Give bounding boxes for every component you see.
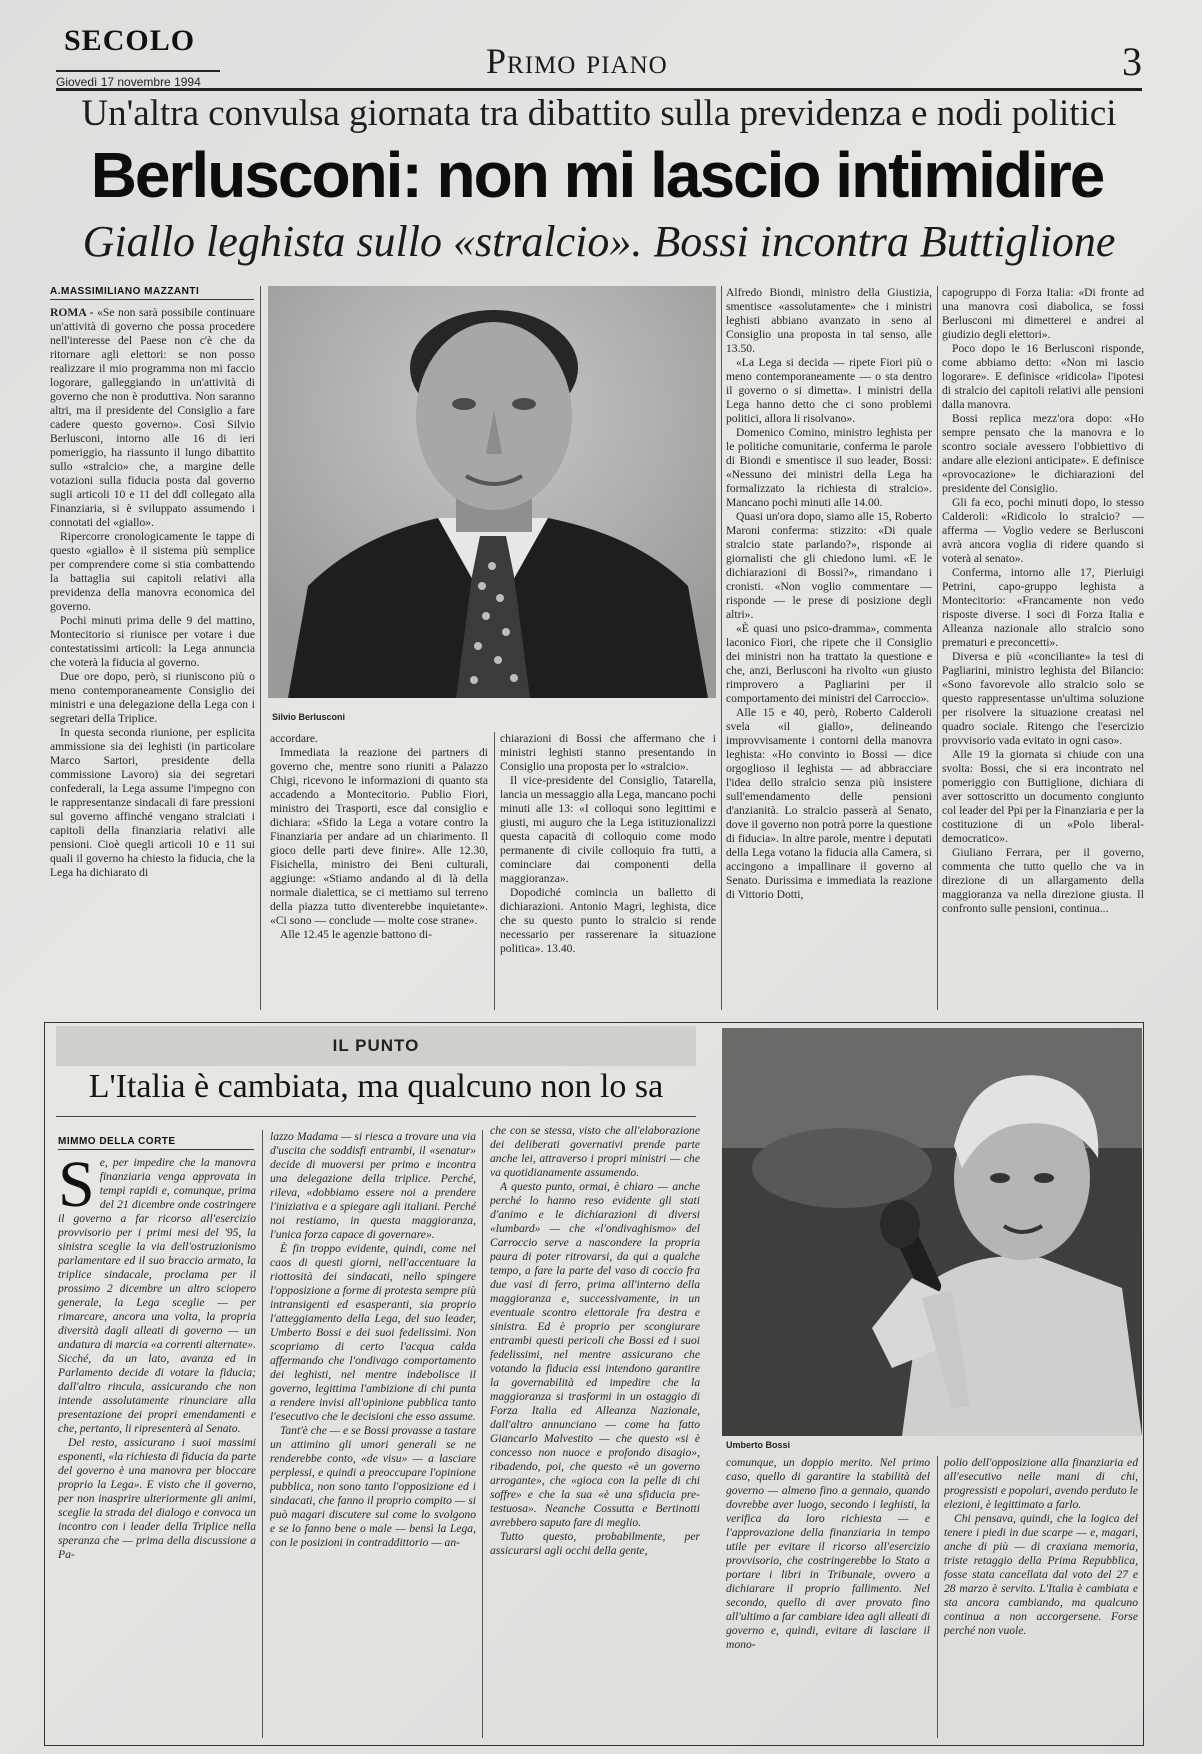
column-divider (260, 286, 261, 1010)
speaker-illustration (722, 1028, 1142, 1436)
article-paragraph: Alle 19 la giornata si chiude con una svolta: Bossi, che si era incontrato nel pomeriggio con Buttiglione, dichiara di aver sottoscritto un documento congiunto col leader del Ppi per la Finanziaria e per la costituzione di un «Polo liberal-democratico». (942, 748, 1144, 845)
article-paragraph: polio dell'opposizione alla finanziaria ed all'esecutivo nelle mani di chi, progressisti e popolari, avendo perduto le elezioni, è legittimato a farlo. (944, 1456, 1138, 1511)
column-divider (721, 286, 722, 1010)
issue-date: Giovedì 17 novembre 1994 (56, 70, 220, 89)
section-title: Primo piano (486, 41, 668, 81)
article-paragraph: Ripercorre cronologicamente le tappe di questo «giallo» è il sistema più semplice per comprendere come si stia combattendo la battaglia sui capitoli relativi alla previdenza della manovra economica del governo. (50, 530, 255, 613)
article-paragraph: Domenico Comino, ministro leghista per le politiche comunitarie, conferma le parole di Biondi e smentisce il suo leader, Bossi: «Nessuno dei ministri della Lega ha formalizzato la richiesta di stralcio». Mancano pochi minuti alle 14.00. (726, 426, 932, 509)
article-kicker: Un'altra convulsa giornata tra dibattito sulla previdenza e nodi politici (81, 93, 1117, 134)
il-punto-column-5 (944, 1456, 1138, 1738)
column-divider (494, 732, 495, 1010)
il-punto-title-rule (56, 1116, 696, 1117)
photo-umberto-bossi (722, 1028, 1142, 1436)
article-paragraph: Poco dopo le 16 Berlusconi risponde, come abbiamo detto: «Non mi lascio logorare». E definisce «ridicola» l'ipotesi di stralcio dei capitoli relativi alle pensioni dalla manovra. (942, 342, 1144, 411)
header-rule (56, 88, 1142, 91)
column-divider (937, 286, 938, 1010)
article-paragraph: Tutto questo, probabilmente, per assicurarsi agli occhi della gente, (490, 1530, 700, 1557)
article-paragraph: Immediata la reazione dei partners di governo che, mentre sono riuniti a Palazzo Chigi, ricevono le informazioni di quanto sta accadendo a Montecitorio. Publio Fiori, ministro dei Trasporti, esce dal consiglio e dichiara: «Sfido la Lega a votare contro la Finanziaria per andare ad un chiarimento. Il gioco delle parti deve finire». Alle 12.30, Fisichella, ministro dei Beni culturali, aggiunge: «Stiamo andando al di là della normale dialettica, se ci mettiamo sul terreno della piazza tutto diventerebbe inquietante». «Ci sono — conclude — molte cose strane». (270, 746, 488, 927)
column-divider (482, 1130, 483, 1738)
article-column-3 (500, 732, 716, 1010)
article-paragraph: Giuliano Ferrara, per il governo, commenta che tutto quello che va in direzione di un allargamento della maggioranza va nella direzione giusta. Il confronto sulle pensioni, continua... (942, 846, 1144, 915)
article-paragraph: Alfredo Biondi, ministro della Giustizia, smentisce «assolutamente» che i ministri leghisti abbiano avanzato in seno al Consiglio una proposta in tal senso, alle 13.50. (726, 286, 932, 355)
il-punto-column-2 (270, 1130, 476, 1738)
column-divider (937, 1456, 938, 1738)
article-paragraph: che con se stessa, visto che all'elaborazione dei deliberati governativi prende parte anche lei, attraverso i propri ministri — che va quotidianamente assumendo. (490, 1124, 700, 1179)
masthead (56, 18, 1142, 88)
article-paragraph: Il vice-presidente del Consiglio, Tatarella, lancia un messaggio alla Lega, mancano pochi minuti alle 13: «I colloqui sono legittimi e giusti, mi auguro che la Lega istituzionalizzi questa capacità di colloquio come modo permanente di civile colloquio fra tutti, a cominciare dai componenti della maggioranza». (500, 774, 716, 885)
article-paragraph: Tant'è che — e se Bossi provasse a tastare un attimino gli umori generali se ne renderebbe conto, «de visu» — a lasciare perplessi, e quindi a preoccupare l'opinione pubblica, non sono tanto l'opposizione ed i sindacati, che fanno il proprio compito — si può magari discutere sul come lo svolgono e se lo fanno bene o male — bensì la Lega, con le posizioni in contraddittorio — an- (270, 1424, 476, 1549)
drop-cap: S (58, 1156, 95, 1221)
article-paragraph: «La Lega si decida — ripete Fiori più o meno contemporaneamente — o sta dentro il governo o si dimetta». I ministri della Lega hanno detto che ci sono problemi politici, allora li risolvano». (726, 356, 932, 425)
article-column-1 (50, 306, 255, 1010)
article-paragraph: Diversa e più «conciliante» la tesi di Pagliarini, ministro leghista del Bilancio: «Sono favorevole allo stralcio solo se questo rappresentasse un'ultima soluzione per risolvere la situazione creatasi nel quadro sociale. Ritengo che l'esercizio provvisorio vada evitato in ogni caso». (942, 650, 1144, 747)
newspaper-logo: SECOLO (64, 24, 196, 57)
article-byline: A.MASSIMILIANO MAZZANTI (50, 286, 254, 300)
article-paragraph: «È quasi uno psico-dramma», commenta laconico Fiori, che ripete che il Consiglio dei ministri non ha trattato la questione e che, anzi, Berlusconi ha rivolto «un giusto rimprovero a Pagliarini per il comportamento dei ministri del Carroccio». (726, 622, 932, 705)
il-punto-label: IL PUNTO (56, 1026, 696, 1066)
article-paragraph: chiarazioni di Bossi che affermano che i ministri leghisti stanno presentando in Consiglio una proposta per lo «stralcio». (500, 732, 716, 773)
article-paragraph: Gli fa eco, pochi minuti dopo, lo stesso Calderoli: «Ridicolo lo stralcio? — afferma — Voglio vedere se Berlusconi avrà ancora voglia di ridere quando si voterà al senato». (942, 496, 1144, 565)
article-paragraph: Bossi replica mezz'ora dopo: «Ho sempre pensato che la manovra e lo scontro sociale avessero l'obbiettivo di andare alle elezioni anticipate». E definisce «provocazione» le dichiarazioni del presidente del Consiglio. (942, 412, 1144, 495)
article-paragraph: Due ore dopo, però, si riuniscono più o meno contemporaneamente Consiglio dei ministri e una delegazione della Lega con i segretari della Triplice. (50, 670, 255, 725)
article-paragraph: Alle 15 e 40, però, Roberto Calderoli svela «il giallo», delineando improvvisamente i contorni della manovra leghista: «Ho convinto io Bossi — dice orgoglioso il leghista — ad abbracciare l'idea dello stralcio senza più insistere sull'emendamento delle pensioni d'anzianità. Lo stralcio passerà al Senato, dove il governo non potrà porre la questione di fiducia». In altre parole, mentre i deputati della Lega votano la fiducia alla Camera, si accingono a impallinare il governo al Senato. Durissima e immediata la reazione di Vittorio Dotti, (726, 706, 932, 901)
article-paragraph: Pochi minuti prima delle 9 del mattino, Montecitorio si riunisce per votare i due contestatissimi articoli: la Lega annuncia che voterà la fiducia al governo. (50, 614, 255, 669)
article-paragraph: Del resto, assicurano i suoi massimi esponenti, «la richiesta di fiducia da parte del governo è una manovra per bloccare proprio la Lega». E visto che il governo, per non inasprire ulteriormente gli animi, sceglie la strada del dialogo e convoca un incontro con i leader della Triplice nella speranza che — prima della discussione a Pa- (58, 1436, 256, 1561)
article-paragraph: Chi pensava, quindi, che la logica del tenere i piedi in due scarpe — e, magari, anche di più — di craxiana memoria, triste retaggio della Prima Repubblica, fosse stata cancellata dal voto del 27 e 28 marzo è servito. L'Italia è cambiata e sta ancora cambiando, ma qualcuno continua a non accorgersene. Forse perché non vuole. (944, 1512, 1138, 1637)
article-paragraph: Conferma, intorno alle 17, Pierluigi Petrini, capo-gruppo leghista a Montecitorio: «Francamente non vedo risposte diverse. I soci di Forza Italia e Alleanza nazionale allo stralcio sono prematuri e preconcetti». (942, 566, 1144, 649)
article-column-5 (942, 286, 1144, 1010)
article-paragraph: In questa seconda riunione, per esplicita ammissione sia dei leghisti (in particolare Marco Sartori, presidente della commissione Lavoro) sia dei segretari confederali, la Lega assume l'impegno con le rappresentanze sindacali di fare pressioni sul governo affinché vengano stralciati i capitoli della finanziaria relativi alle pensioni. Cioè quegli articoli 10 e 11 sui quali il governo ha chiesto la fiducia, che la Lega ha dichiarato di (50, 726, 255, 879)
dateline-place: ROMA - (50, 306, 94, 319)
article-paragraph: È fin troppo evidente, quindi, come nel caos di questi giorni, nell'accentuare la riottosità dei sindacati, nello spingere l'opposizione a forme di protesta sempre più intransigenti ed esasperanti, sia proprio l'atteggiamento della Lega, del suo leader, Umberto Bossi e dei suoi fedelissimi. Non scopriamo di certo l'acqua calda affermando che l'ondivago comportamento dei leghisti, nel mentre indebolisce il governo, legittima l'ambizione di chi punta a rendere invisi all'opinione pubblica tanto l'esecutivo che le decisioni che esso assume. (270, 1242, 476, 1423)
article-paragraph: lazzo Madama — si riesca a trovare una via d'uscita che soddisfi entrambi, il «senatur» decide di muoversi per primo e incontra una delegazione della triplice. Perché, rileva, «dobbiamo essere noi a prendere l'iniziativa e a spiegare agli italiani. Perché noi restiamo, in questa maggioranza, l'unica forza capace di governare». (270, 1130, 476, 1241)
article-paragraph: Alle 12.45 le agenzie battono di- (280, 928, 432, 941)
article-paragraph: ROMA - «Se non sarà possibile continuare un'attività di governo che possa procedere nell'interesse del Paese non c'è che da ritornare agli elettori: se non posso realizzare il mio programma non mi faccio logorare, galleggiando in un'attività di governo che non è produttiva. Non saranno altri, ma il presidente del Consiglio a fare cadere questo governo». Così Silvio Berlusconi, intorno alle 16 di ieri pomeriggio, ha riassunto il lungo dibattito sullo «stralcio» che, a margine delle votazioni sulla fiducia posta dal governo sugli articoli 10 e 11 del ddl collegato alla Finanziaria, si è sviluppato assumendo i connotati del «giallo». (50, 306, 255, 529)
article-column-2 (270, 732, 488, 1010)
article-paragraph: accordare. (270, 732, 318, 745)
photo-caption-bossi: Umberto Bossi (726, 1440, 791, 1450)
il-punto-column-1 (58, 1156, 256, 1738)
article-column-4 (726, 286, 932, 1010)
photo-caption-berlusconi: Silvio Berlusconi (272, 712, 346, 722)
article-paragraph: Se, per impedire che la manovra finanziaria venga approvata in tempi rapidi e, comunque, prima del 21 dicembre onde costringere il governo a far ricorso all'esercizio provvisorio per i primi mesi del '95, la sinistra sceglie la via dell'ostruzionismo parlamentare ed il suo braccio armato, la triplice sindacale, proclama per il prossimo 2 dicembre un altro sciopero generale, la Lega sceglie — per rimarcare, ancora una volta, la propria diversità dagli alleati di governo — un andatura di marcia «a correnti alternate». Sicché, da un lato, avanza ed in Parlamento decide di votare la fiducia; dall'altro rincula, assicurando che non intende assolutamente rinunciare alla presentazione dei propri emendamenti e che, pertanto, li ripresenterà al Senato. (58, 1156, 256, 1435)
page-number: 3 (1122, 39, 1142, 84)
article-headline: Berlusconi: non mi lascio intimidire (90, 139, 1104, 211)
il-punto-column-4 (726, 1456, 930, 1738)
il-punto-byline: MIMMO DELLA CORTE (58, 1136, 254, 1150)
portrait-illustration (268, 286, 716, 698)
article-paragraph: A questo punto, ormai, è chiaro — anche perché lo hanno reso evidente gli stati d'animo e le dichiarazioni di diversi «lumbard» — che «l'ondivaghismo» del Carroccio serve a nascondere la propria paura di poter ritrovarsi, da qui a qualche tempo, a fare la parte del vaso di coccio fra due vasi di ferro, prima all'interno della maggioranza e, successivamente, in un eventuale scontro elettorale fra destra e sinistra. Ed è proprio per scongiurare entrambi questi pericoli che Bossi ed i suoi fedelissimi, nel mentre assicurano che votando la fiducia essi intendono garantire la governabilità ed impedire che la maggioranza si trasformi in un ostaggio di Forza Italia ed Alleanza Nazionale, dall'altro annunciano — come ha fatto Giancarlo Malvestito — che questo «si è concesso non nuoce e profondo disagio», ribadendo, poi, che questo «è un governo arrogante», che «gioca con la pelle di chi soffre» e che la sua «è una sfiducia pre-testuosa». Neanche Cossutta e Bertinotti avrebbero saputo fare di meglio. (490, 1180, 700, 1529)
article-subhead: Giallo leghista sullo «stralcio». Bossi incontra Buttiglione (82, 217, 1116, 266)
column-divider (262, 1130, 263, 1738)
article-paragraph: comunque, un doppio merito. Nel primo caso, quello di garantire la stabilità del governo — almeno fino a gennaio, quando dovrebbe aver luogo, secondo i leghisti, la verifica da loro richiesta — e l'approvazione della finanziaria in tempo utile per evitare il ricorso all'esercizio provvisorio, che costringerebbe lo Stato a portare i libri in Tribunale, ovvero a dichiarare il proprio fallimento. Nel secondo, quello di aver provato fino all'ultimo a far cambiare idea agli alleati di governo e, quindi, evitare di lasciare il mono- (726, 1456, 930, 1651)
article-paragraph: Quasi un'ora dopo, siamo alle 15, Roberto Maroni conferma: stizzito: «Di quale stralcio state parlando?», risponde ai giornalisti che gli chiedono lumi. «E le dichiarazioni di Bossi?», rimandano i cronisti. «Non voglio commentare — risponde — le prese di posizione degli altri». (726, 510, 932, 621)
article-paragraph: Dopodiché comincia un balletto di dichiarazioni. Antonio Magri, leghista, dice che su questo punto lo stralcio si rende necessario per rasserenare la situazione politica». 13.40. (500, 886, 716, 955)
il-punto-column-3 (490, 1124, 700, 1738)
photo-silvio-berlusconi (268, 286, 716, 698)
il-punto-title: L'Italia è cambiata, ma qualcuno non lo sa (88, 1068, 664, 1105)
article-paragraph: capogruppo di Forza Italia: «Di fronte ad una manovra così diabolica, se fossi Berlusconi mi dimetterei e andrei al giudizio degli elettori». (942, 286, 1144, 341)
